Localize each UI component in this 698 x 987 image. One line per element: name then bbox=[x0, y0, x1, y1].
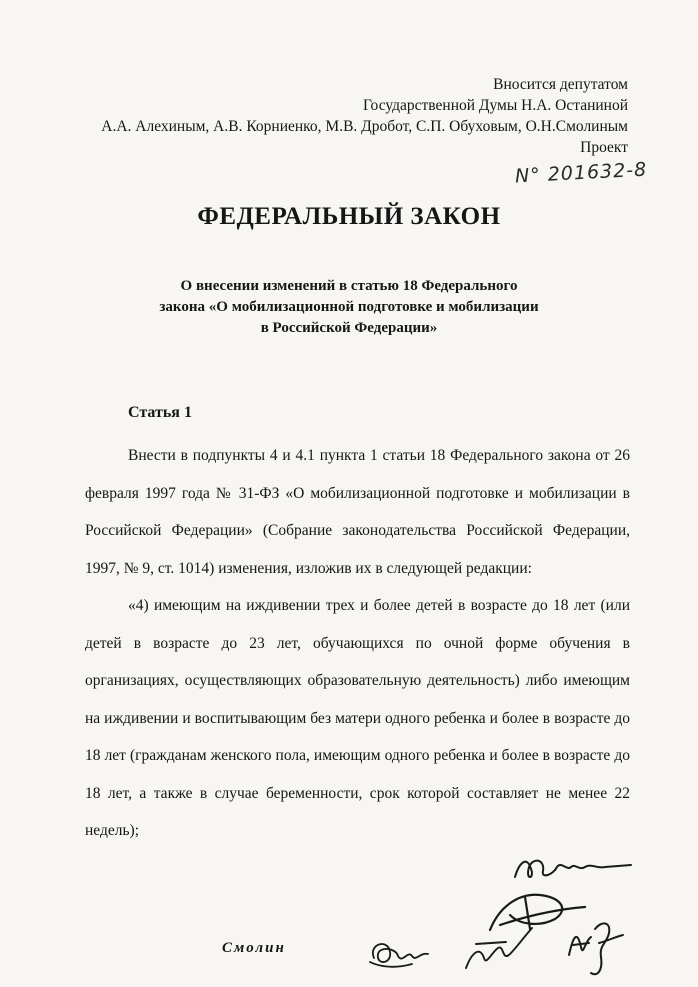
article-heading: Статья 1 bbox=[128, 404, 192, 421]
article-paragraph-2: «4) имеющим на иждивении трех и более детей в возрасте до 18 лет (или детей в возрасте до 23 лет, обучающихся по очной форме обучения в организациях, осуществляющих образовательную деятельность) либо имеющим на иждивении и воспитывающим без матери одного ребенка и более в возрасте до 18 лет (гражданам женского пола, имеющим одного ребенка и более в возрасте до 18 лет, а также в случае беременности, срок которой составляет не менее 22 недель); bbox=[85, 597, 630, 839]
article-body bbox=[85, 437, 630, 850]
submitter-line-2: Государственной Думы Н.А. Останиной bbox=[362, 97, 628, 114]
submitter-line-1: Вносится депутатом bbox=[493, 76, 628, 93]
signature-obukhov bbox=[362, 928, 437, 973]
submitter-line-3: А.А. Алехиным, А.В. Корниенко, М.В. Дробот, С.П. Обуховым, О.Н.Смолиным bbox=[101, 118, 628, 135]
draft-label: Проект bbox=[580, 139, 628, 156]
submitter-block bbox=[40, 74, 628, 158]
signature-drobot bbox=[555, 915, 630, 980]
subtitle-line-2: закона «О мобилизационной подготовке и мобилизации bbox=[159, 299, 539, 315]
subtitle-line-1: О внесении изменений в статью 18 Федерального bbox=[180, 278, 518, 294]
law-subtitle bbox=[110, 276, 588, 339]
subtitle-line-3: в Российской Федерации» bbox=[260, 320, 438, 336]
signature-korniyenko bbox=[458, 918, 538, 978]
document-title: ФЕДЕРАЛЬНЫЙ ЗАКОН bbox=[197, 203, 501, 230]
article-paragraph-1: Внести в подпункты 4 и 4.1 пункта 1 статьи 18 Федерального закона от 26 февраля 1997 года № 31-ФЗ «О мобилизационной подготовке и мобилизации в Российской Федерации» (Собрание законодательства Российской Федерации, 1997, № 9, ст. 1014) изменения, изложив их в следующей редакции: bbox=[85, 447, 630, 577]
signature-ostanina bbox=[505, 845, 635, 885]
signature-smolin: Смолин bbox=[222, 940, 286, 956]
registration-number: N° 201632-8 bbox=[514, 158, 648, 188]
